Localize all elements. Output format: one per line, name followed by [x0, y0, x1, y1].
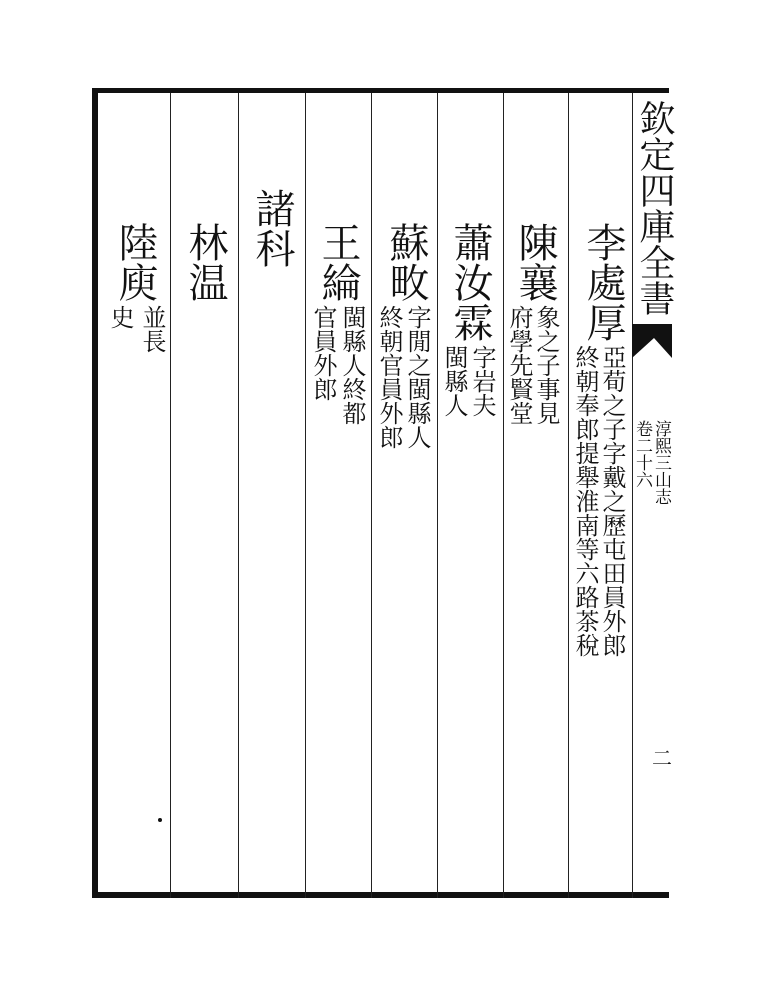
entry-note: 官員外郎	[309, 305, 337, 401]
entry-note: 史	[106, 305, 134, 329]
entry-note: 亞荀之子字戴之歷屯田員外郎	[598, 345, 626, 657]
volume-label: 卷二十六	[632, 420, 652, 488]
entry-name: 蘇畋	[383, 222, 429, 302]
column-rule	[503, 93, 504, 898]
entry-note: 字岩夫	[468, 345, 496, 417]
column-rule	[238, 93, 239, 898]
column-rule	[305, 93, 306, 898]
entry-name: 林温	[182, 222, 228, 302]
entry-name: 王綸	[315, 222, 361, 302]
section-heading: 諸科	[249, 188, 295, 268]
entry-note: 終朝奉郎提舉淮南等六路茶稅	[571, 345, 599, 657]
entry-name: 李處厚	[580, 222, 626, 342]
column-rule	[568, 93, 569, 898]
entry-name: 陳襄	[512, 222, 558, 302]
entry-name: 蕭汝霖	[447, 222, 493, 342]
column-rule	[437, 93, 438, 898]
entry-note: 字閒之閩縣人	[403, 305, 431, 449]
ink-dot	[158, 818, 162, 822]
fishtail-icon	[632, 324, 672, 358]
entry-note: 象之子事見	[532, 305, 560, 425]
column-rule	[371, 93, 372, 898]
entry-note: 並長	[138, 305, 166, 353]
entry-note: 府學先賢堂	[505, 305, 533, 425]
collection-title: 欽定四庫全書	[634, 100, 675, 316]
entry-note: 終朝官員外郎	[375, 305, 403, 449]
entry-note: 閩縣人	[440, 345, 468, 417]
entry-name: 陸庾	[112, 222, 158, 302]
column-rule	[632, 93, 633, 898]
entry-note: 閩縣人終都	[338, 305, 366, 425]
column-rule	[170, 93, 171, 898]
book-title: 淳熙三山志	[651, 420, 671, 505]
leaf-number: 二	[652, 746, 672, 770]
